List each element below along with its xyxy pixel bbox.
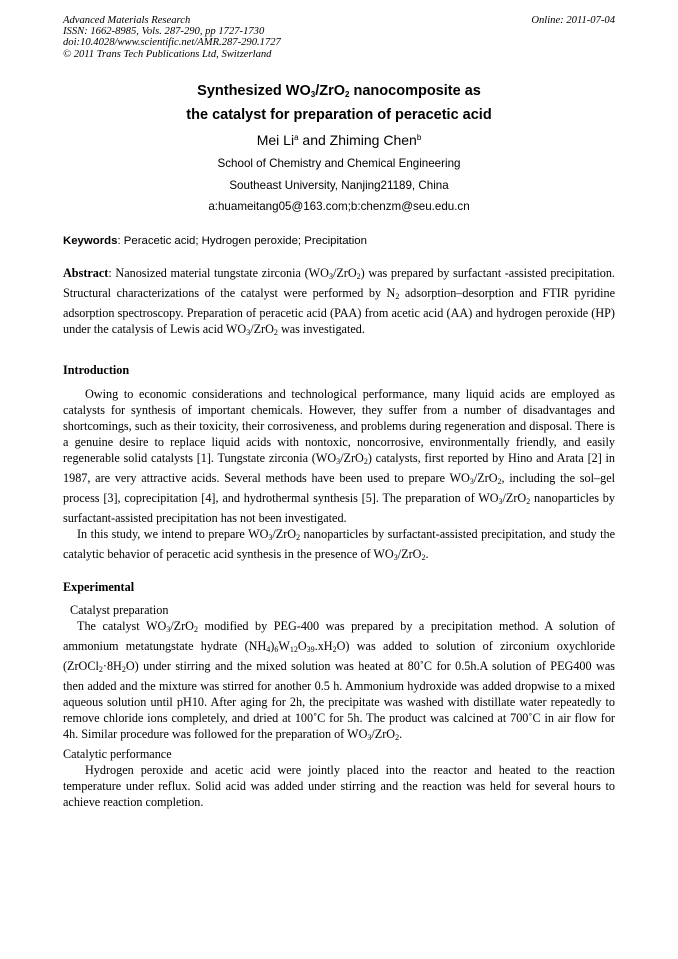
paragraph-text: . — [425, 547, 429, 561]
subscript: 2 — [296, 533, 301, 542]
experimental-paragraph — [63, 618, 615, 746]
paragraph-text: /ZrO — [272, 527, 297, 541]
subscript: 3 — [328, 272, 333, 281]
paragraph-text: .xH — [314, 639, 333, 653]
subscript: 2 — [395, 733, 400, 742]
doi-line: doi:10.4028/www.scientific.net/AMR.287-290.1727 — [63, 37, 281, 49]
paragraph-text: nanoparticles by surfactant-assisted precipitation, and study the catalytic behavior of peracetic acid synthesis in the presence of WO — [63, 527, 615, 561]
paragraph-text: /ZrO — [473, 471, 498, 485]
paragraph-text: O — [297, 639, 307, 653]
journal-name: Advanced Materials Research — [63, 15, 191, 26]
paragraph-text: ) — [270, 639, 275, 653]
title-text: /ZrO — [315, 83, 346, 99]
subscript: 2 — [194, 625, 198, 634]
subscript: 2 — [421, 553, 426, 562]
subscript: 2 — [363, 457, 368, 466]
introduction-paragraph — [63, 386, 615, 526]
abstract-text: was investigated. — [277, 322, 365, 336]
title-subscript: 3 — [310, 90, 316, 99]
subscript: 2 — [526, 497, 531, 506]
title-text: Synthesized WO — [197, 83, 311, 99]
online-date: Online: 2011-07-04 — [531, 15, 615, 26]
paragraph-text: Owing to economic considerations and technological performance, many liquid acids are employed as catalysts for synthesis of important chemicals. However, they suffer from a number of disadvantages and shortcomings, such as their toxicity, their corrosiveness, and problems during regeneration and disposal. There is a genuine desire to replace liquid acids with nontoxic, noncorrosive, environmentally friendly, and easily regenerable solid catalysts [1]. Tungstate zirconia (WO — [63, 387, 615, 465]
keywords-text: : Peracetic acid; Hydrogen peroxide; Precipitation — [117, 235, 367, 247]
subheading-catalyst-preparation: Catalyst preparation — [70, 603, 169, 617]
subscript: 12 — [289, 645, 298, 654]
paragraph-text: /ZrO — [371, 727, 396, 741]
paragraph-text: /ZrO — [502, 491, 527, 505]
section-heading-experimental: Experimental — [63, 580, 135, 594]
subscript: 2 — [356, 272, 361, 281]
subscript: 3 — [469, 477, 474, 486]
experimental-paragraph: Hydrogen peroxide and acetic acid were jointly placed into the reactor and heated to the reaction temperature under reflux. Solid acid was added under stirring and the reaction was held for several hours to achieve reaction completion. — [63, 763, 615, 809]
paragraph-text: ·8H — [102, 659, 122, 673]
affiliation-university: Southeast University, Nanjing21189, China — [229, 179, 449, 192]
subscript: 39 — [306, 645, 315, 654]
subscript: 2 — [332, 645, 337, 654]
paragraph-text: /ZrO — [397, 547, 422, 561]
abstract-text: /ZrO — [332, 266, 357, 280]
subscript: 3 — [498, 497, 503, 506]
subscript: 3 — [246, 328, 251, 337]
subscript: 2 — [121, 665, 126, 674]
paper-title-line1 — [0, 83, 678, 99]
copyright-line: © 2011 Trans Tech Publications Ltd, Switzerland — [63, 48, 272, 60]
subscript: 3 — [393, 553, 398, 562]
journal-header — [63, 15, 615, 60]
paragraph-text: The catalyst WO — [77, 619, 167, 633]
keywords — [63, 235, 615, 247]
paragraph-text: , including the sol–gel process [3], coprecipitation [4], and hydrothermal synthesis [5]. The preparation of WO — [63, 471, 615, 505]
subscript: 2 — [497, 477, 502, 486]
subheading-catalytic-performance: Catalytic performance — [63, 747, 172, 761]
author-superscript: b — [416, 133, 422, 142]
subscript: 2 — [395, 292, 400, 301]
author-superscript: a — [294, 133, 299, 142]
author-line — [0, 132, 678, 148]
paragraph-text: /ZrO — [170, 619, 194, 633]
subscript: 6 — [274, 645, 279, 654]
subscript: 3 — [336, 457, 341, 466]
paragraph-text: modified by PEG-400 was prepared by a precipitation method. A solution of ammonium metatungstate hydrate (NH — [63, 619, 615, 653]
subscript: 4 — [266, 645, 271, 654]
section-heading-introduction: Introduction — [63, 363, 130, 377]
paragraph-text: O) under stirring and the mixed solution was heated at 80˚C for 0.5h.A solution of PEG400 was then added and the mixture was stirred for another 0.5 h. Ammonium hydroxide was added dropwise to a mixed aqueous solution until pH10. After aging for 2h, the precipitate was washed with distillate water repeatedly to remove chloride ions completely, and dried at 100˚C for 5h. The product was calcined at 700˚C in air flow for 4h. Similar procedure was followed for the preparation of WO — [63, 659, 615, 741]
paragraph-text: nanoparticles by surfactant-assisted precipitation has not been investigated. — [63, 491, 615, 525]
title-subscript: 2 — [345, 90, 350, 99]
author-emails: a:huameitang05@163.com;b:chenzm@seu.edu.cn — [208, 200, 470, 213]
subscript: 2 — [273, 328, 278, 337]
affiliation-school: School of Chemistry and Chemical Engineering — [217, 157, 461, 170]
paper-title-line2: the catalyst for preparation of peracetic acid — [186, 107, 492, 123]
abstract-text: ) was prepared by surfactant -assisted precipitation. Structural characterizations of the catalyst were performed by N — [63, 266, 615, 300]
title-text: nanocomposite as — [349, 83, 481, 99]
paragraph-text: . — [399, 727, 403, 741]
author-name: and Zhiming Chen — [298, 132, 417, 148]
introduction-paragraph — [63, 526, 615, 566]
issn-line: ISSN: 1662-8985, Vols. 287-290, pp 1727-1730 — [63, 26, 265, 38]
paragraph-text: O) was added to solution of zirconium oxychloride (ZrOCl — [63, 639, 615, 673]
abstract-text: adsorption–desorption and FTIR pyridine adsorption spectroscopy. Preparation of peracetic acid (PAA) from acetic acid (AA) and hydrogen peroxide (HP) under the catalysis of Lewis acid WO — [63, 286, 615, 336]
author-name: Mei Li — [256, 132, 295, 148]
subscript: 3 — [367, 733, 372, 742]
paragraph-text: /ZrO — [340, 451, 364, 465]
abstract — [63, 265, 615, 341]
paragraph-text: ) catalysts, first reported by Hino and Arata [2] in 1987, are very attractive acids. Several methods have been used to prepare WO — [63, 451, 615, 485]
abstract-label: Abstract — [63, 266, 109, 280]
paragraph-text: In this study, we intend to prepare WO — [77, 527, 269, 541]
abstract-text: /ZrO — [250, 322, 274, 336]
paragraph-text: W — [278, 639, 290, 653]
abstract-text: : Nanosized material tungstate zirconia (WO — [108, 266, 329, 280]
introduction-body — [63, 386, 615, 566]
subscript: 3 — [166, 625, 171, 634]
subscript: 3 — [268, 533, 273, 542]
subscript: 2 — [98, 665, 103, 674]
experimental-body — [63, 602, 615, 810]
keywords-label: Keywords — [63, 235, 118, 247]
